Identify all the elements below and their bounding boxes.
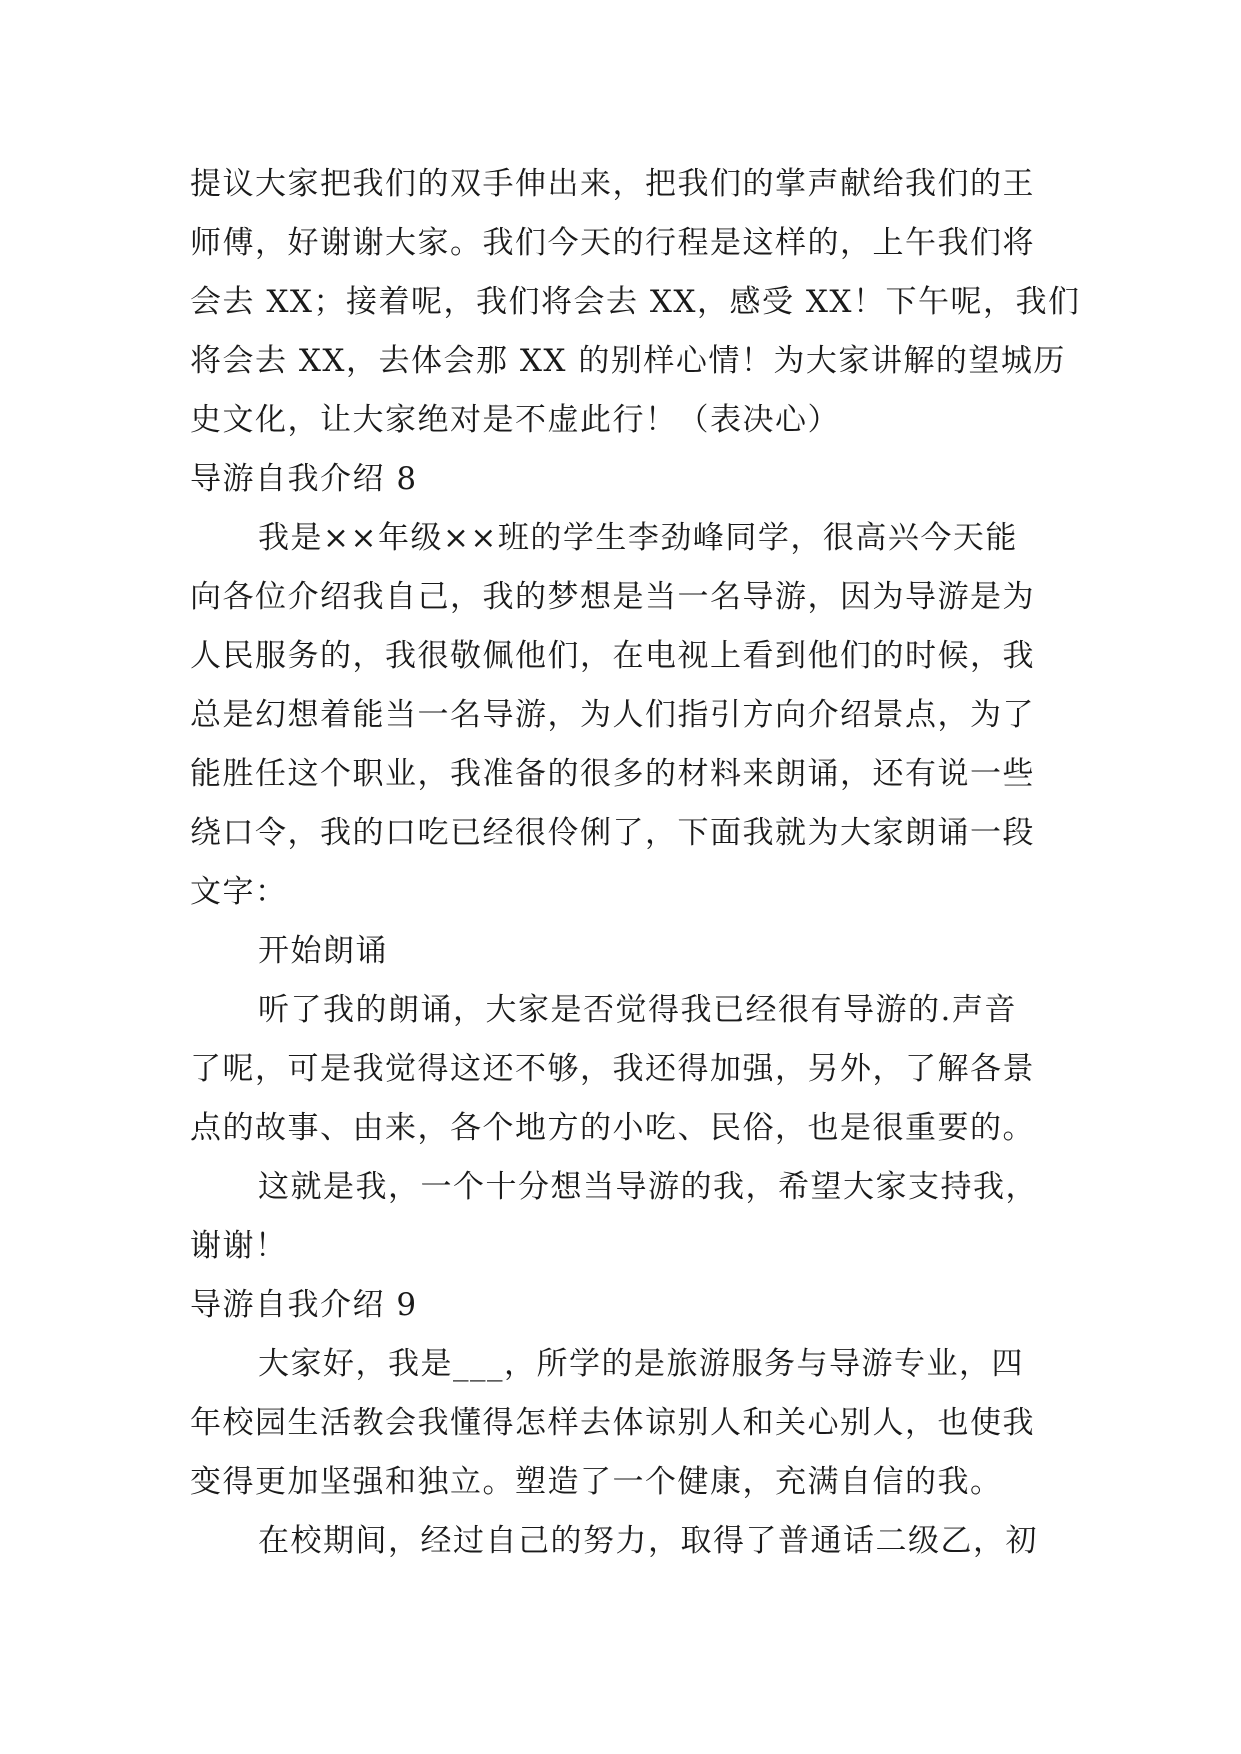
paragraph-line: 了呢，可是我觉得这还不够，我还得加强，另外，了解各景 xyxy=(190,1051,1035,1087)
paragraph-line: 变得更加坚强和独立。塑造了一个健康，充满自信的我。 xyxy=(190,1464,1003,1500)
paragraph-line: 大家好，我是___，所学的是旅游服务与导游专业，四 xyxy=(258,1346,1024,1382)
paragraph-line: 师傅，好谢谢大家。我们今天的行程是这样的，上午我们将 xyxy=(190,225,1035,261)
paragraph-line: 向各位介绍我自己，我的梦想是当一名导游，因为导游是为 xyxy=(190,579,1035,615)
paragraph-line: 史文化，让大家绝对是不虚此行！（表决心） xyxy=(190,402,840,438)
section-heading-8: 导游自我介绍 8 xyxy=(190,461,418,497)
paragraph-line: 能胜任这个职业，我准备的很多的材料来朗诵，还有说一些 xyxy=(190,756,1035,792)
paragraph-line: 总是幻想着能当一名导游，为人们指引方向介绍景点，为了 xyxy=(190,697,1035,733)
paragraph-line: 这就是我，一个十分想当导游的我，希望大家支持我， xyxy=(258,1169,1038,1205)
paragraph-line: 听了我的朗诵，大家是否觉得我已经很有导游的.声音 xyxy=(258,992,1017,1028)
document-body xyxy=(190,155,1081,1571)
paragraph-line: 年校园生活教会我懂得怎样去体谅别人和关心别人，也使我 xyxy=(190,1405,1035,1441)
paragraph-line: 点的故事、由来，各个地方的小吃、民俗，也是很重要的。 xyxy=(190,1110,1035,1146)
paragraph-line: 提议大家把我们的双手伸出来，把我们的掌声献给我们的王 xyxy=(190,166,1035,202)
paragraph-line: 开始朗诵 xyxy=(258,933,388,969)
paragraph-line: 绕口令，我的口吃已经很伶俐了，下面我就为大家朗诵一段 xyxy=(190,815,1035,851)
section-heading-9: 导游自我介绍 9 xyxy=(190,1287,418,1323)
paragraph-line: 会去 XX；接着呢，我们将会去 XX，感受 XX！下午呢，我们 xyxy=(190,284,1081,320)
paragraph-line: 在校期间，经过自己的努力，取得了普通话二级乙，初 xyxy=(258,1523,1038,1559)
paragraph-line: 人民服务的，我很敬佩他们，在电视上看到他们的时候，我 xyxy=(190,638,1035,674)
paragraph-line: 文字： xyxy=(190,874,288,910)
paragraph-line: 谢谢！ xyxy=(190,1228,288,1264)
paragraph-line: 我是××年级××班的学生李劲峰同学，很高兴今天能 xyxy=(258,520,1018,556)
paragraph-line: 将会去 XX，去体会那 XX 的别样心情！为大家讲解的望城历 xyxy=(190,343,1066,379)
